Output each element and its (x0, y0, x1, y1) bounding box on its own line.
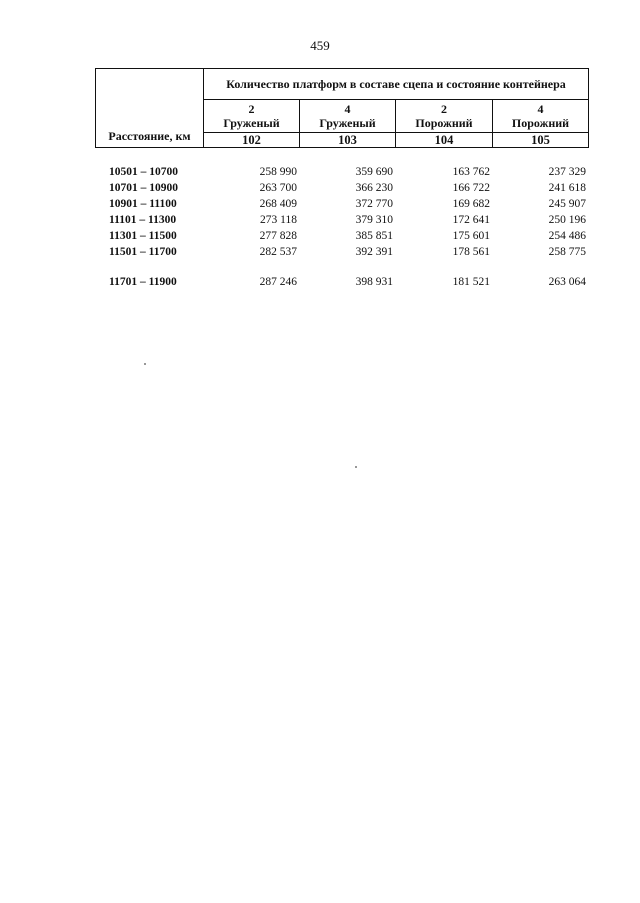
table-row (95, 244, 588, 260)
value-cell: 385 851 (355, 230, 393, 242)
table-row (95, 164, 588, 180)
value-cell: 175 601 (452, 230, 490, 242)
column-header-103 (300, 100, 396, 133)
platform-count: 2 (441, 102, 447, 116)
container-state: Груженый (223, 116, 280, 130)
platform-count: 4 (344, 102, 351, 116)
tariff-data-table (95, 164, 588, 290)
column-code-102: 102 (204, 133, 300, 148)
scan-speck (355, 466, 357, 468)
value-cell: 163 762 (452, 166, 490, 178)
value-cell: 273 118 (260, 214, 297, 226)
distance-range: 10901 – 11100 (109, 198, 177, 210)
distance-range: 11101 – 11300 (109, 214, 177, 226)
value-cell: 277 828 (259, 230, 297, 242)
distance-range: 10701 – 10900 (109, 182, 178, 194)
distance-range: 11701 – 11900 (109, 276, 177, 288)
distance-column-header: Расстояние, км (96, 69, 204, 148)
container-state: Порожний (511, 116, 570, 130)
value-cell: 241 618 (548, 182, 586, 194)
column-header-105 (493, 100, 589, 133)
column-code-105: 105 (493, 133, 589, 148)
container-state: Груженый (319, 116, 376, 130)
value-cell: 258 775 (548, 246, 586, 258)
table-row (95, 212, 588, 228)
value-cell: 245 907 (548, 198, 586, 210)
page-number: 459 (310, 38, 330, 53)
value-cell: 372 770 (355, 198, 393, 210)
value-cell: 181 521 (452, 276, 490, 288)
value-cell: 398 931 (355, 276, 393, 288)
value-cell: 287 246 (259, 276, 297, 288)
value-cell: 178 561 (452, 246, 490, 258)
value-cell: 250 196 (548, 214, 586, 226)
scan-speck (144, 363, 146, 365)
value-cell: 258 990 (259, 166, 297, 178)
value-cell: 237 329 (548, 166, 586, 178)
platform-count: 4 (537, 102, 544, 116)
platform-count: 2 (248, 102, 255, 116)
row-spacer (95, 260, 588, 274)
table-row (95, 196, 588, 212)
value-cell: 282 537 (259, 246, 297, 258)
column-header-104 (396, 100, 493, 133)
value-cell: 263 064 (548, 276, 586, 288)
table-row (95, 274, 588, 290)
platform-count-group-header: Количество платформ в составе сцепа и состояние контейнера (204, 69, 589, 100)
column-code-103: 103 (300, 133, 396, 148)
distance-range: 11301 – 11500 (109, 230, 177, 242)
value-cell: 169 682 (452, 198, 490, 210)
column-header-102 (204, 100, 300, 133)
value-cell: 366 230 (355, 182, 393, 194)
value-cell: 263 700 (259, 182, 297, 194)
value-cell: 268 409 (259, 198, 297, 210)
value-cell: 254 486 (548, 230, 586, 242)
distance-range: 10501 – 10700 (109, 166, 178, 178)
value-cell: 392 391 (355, 246, 393, 258)
value-cell: 359 690 (355, 166, 393, 178)
table-row (95, 228, 588, 244)
value-cell: 166 722 (452, 182, 490, 194)
table-header (95, 68, 589, 148)
distance-range: 11501 – 11700 (109, 246, 177, 258)
table-row (95, 180, 588, 196)
column-code-104: 104 (396, 133, 493, 148)
container-state: Порожний (415, 116, 473, 130)
value-cell: 172 641 (452, 214, 490, 226)
value-cell: 379 310 (355, 214, 393, 226)
